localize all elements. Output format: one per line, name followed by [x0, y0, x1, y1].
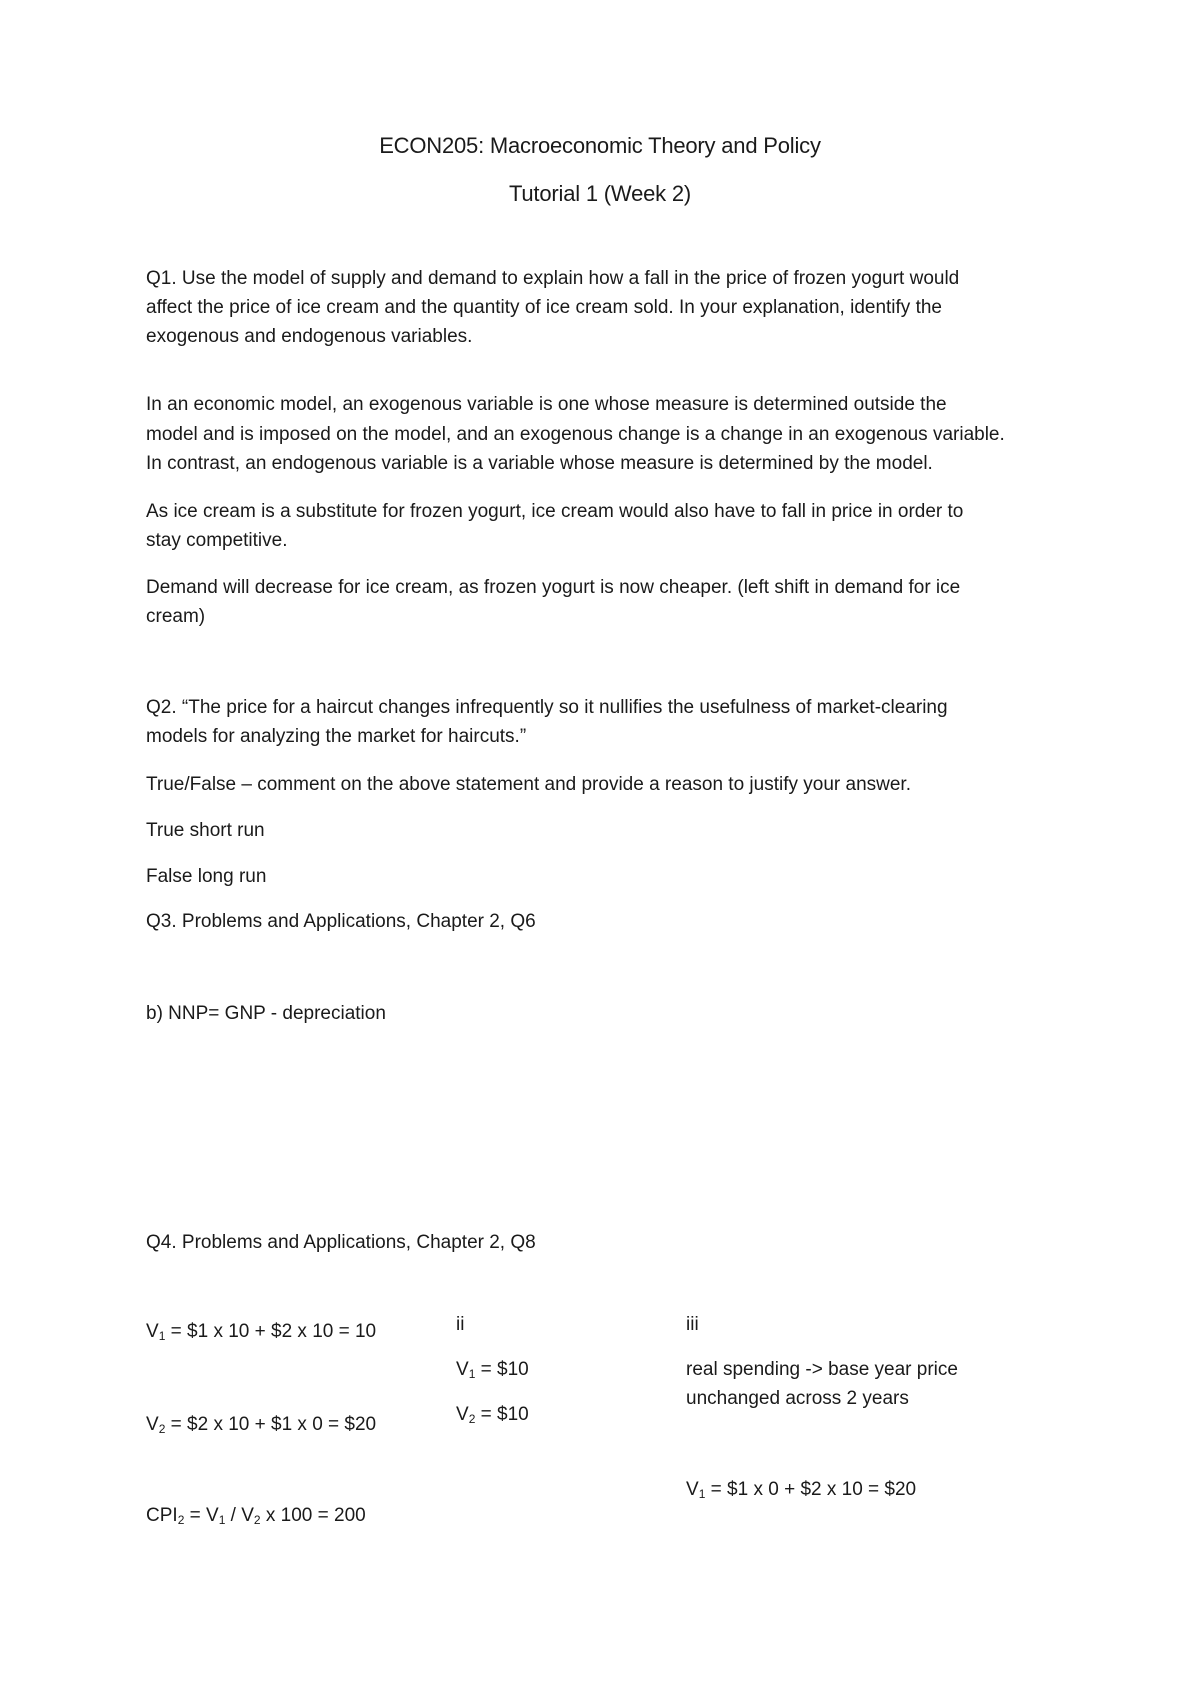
- q4-cpi-equation: $CPI_2 = V_1 / V_2$ x 100 = 200: [146, 1505, 366, 1527]
- q2-answer-false: False long run: [146, 866, 267, 887]
- q4-iii-v1: $V_1$ = $1 x 0 + $2 x 10 = $20: [686, 1479, 917, 1501]
- q2-question-line: Q2. “The price for a haircut changes infrequently so it nullifies the usefulness of market-clearing: [146, 697, 948, 718]
- q4-v2-equation: $V_2$ = $2 x 10 + $1 x 0 = $20: [146, 1414, 377, 1436]
- q2-instruction: True/False – comment on the above statement and provide a reason to justify your answer.: [146, 774, 911, 795]
- q2-question-line: models for analyzing the market for haircuts.”: [146, 726, 527, 747]
- q4-iii-note: real spending -> base year price: [686, 1359, 958, 1380]
- q4-part-iii-heading: iii: [686, 1314, 699, 1335]
- q3-answer-b: b) NNP= GNP - depreciation: [146, 1003, 386, 1024]
- q4-ii-v1: $V_1$ = $10: [456, 1359, 529, 1381]
- q1-substitute-line: As ice cream is a substitute for frozen yogurt, ice cream would also have to fall in price in order to: [146, 501, 964, 522]
- q1-demand-line: cream): [146, 606, 206, 627]
- q1-demand-line: Demand will decrease for ice cream, as frozen yogurt is now cheaper. (left shift in demand for ice: [146, 577, 961, 598]
- q3-question: Q3. Problems and Applications, Chapter 2, Q6: [146, 911, 536, 932]
- q2-answer-true: True short run: [146, 820, 265, 841]
- q4-v1-equation: $V_1$ = $1 x 10 + $2 x 10 = 10: [146, 1321, 377, 1343]
- q4-iii-note: unchanged across 2 years: [686, 1388, 909, 1409]
- q1-question-line: exogenous and endogenous variables.: [146, 326, 473, 347]
- q4-question: Q4. Problems and Applications, Chapter 2, Q8: [146, 1232, 536, 1253]
- q1-substitute-line: stay competitive.: [146, 530, 288, 551]
- q1-definition-line: In contrast, an endogenous variable is a variable whose measure is determined by the model.: [146, 453, 933, 474]
- document-title: ECON205: Macroeconomic Theory and Policy: [379, 133, 821, 158]
- q1-definition-line: In an economic model, an exogenous variable is one whose measure is determined outside the: [146, 394, 947, 415]
- document-subtitle: Tutorial 1 (Week 2): [508, 181, 692, 206]
- q4-part-ii-heading: ii: [456, 1314, 465, 1335]
- q1-question-line: Q1. Use the model of supply and demand to explain how a fall in the price of frozen yogurt would: [146, 268, 960, 289]
- q1-definition-line: model and is imposed on the model, and an exogenous change is a change in an exogenous variable.: [146, 424, 1005, 445]
- q1-question-line: affect the price of ice cream and the quantity of ice cream sold. In your explanation, identify the: [146, 297, 942, 318]
- q4-ii-v2: $V_2$ = $10: [456, 1404, 529, 1426]
